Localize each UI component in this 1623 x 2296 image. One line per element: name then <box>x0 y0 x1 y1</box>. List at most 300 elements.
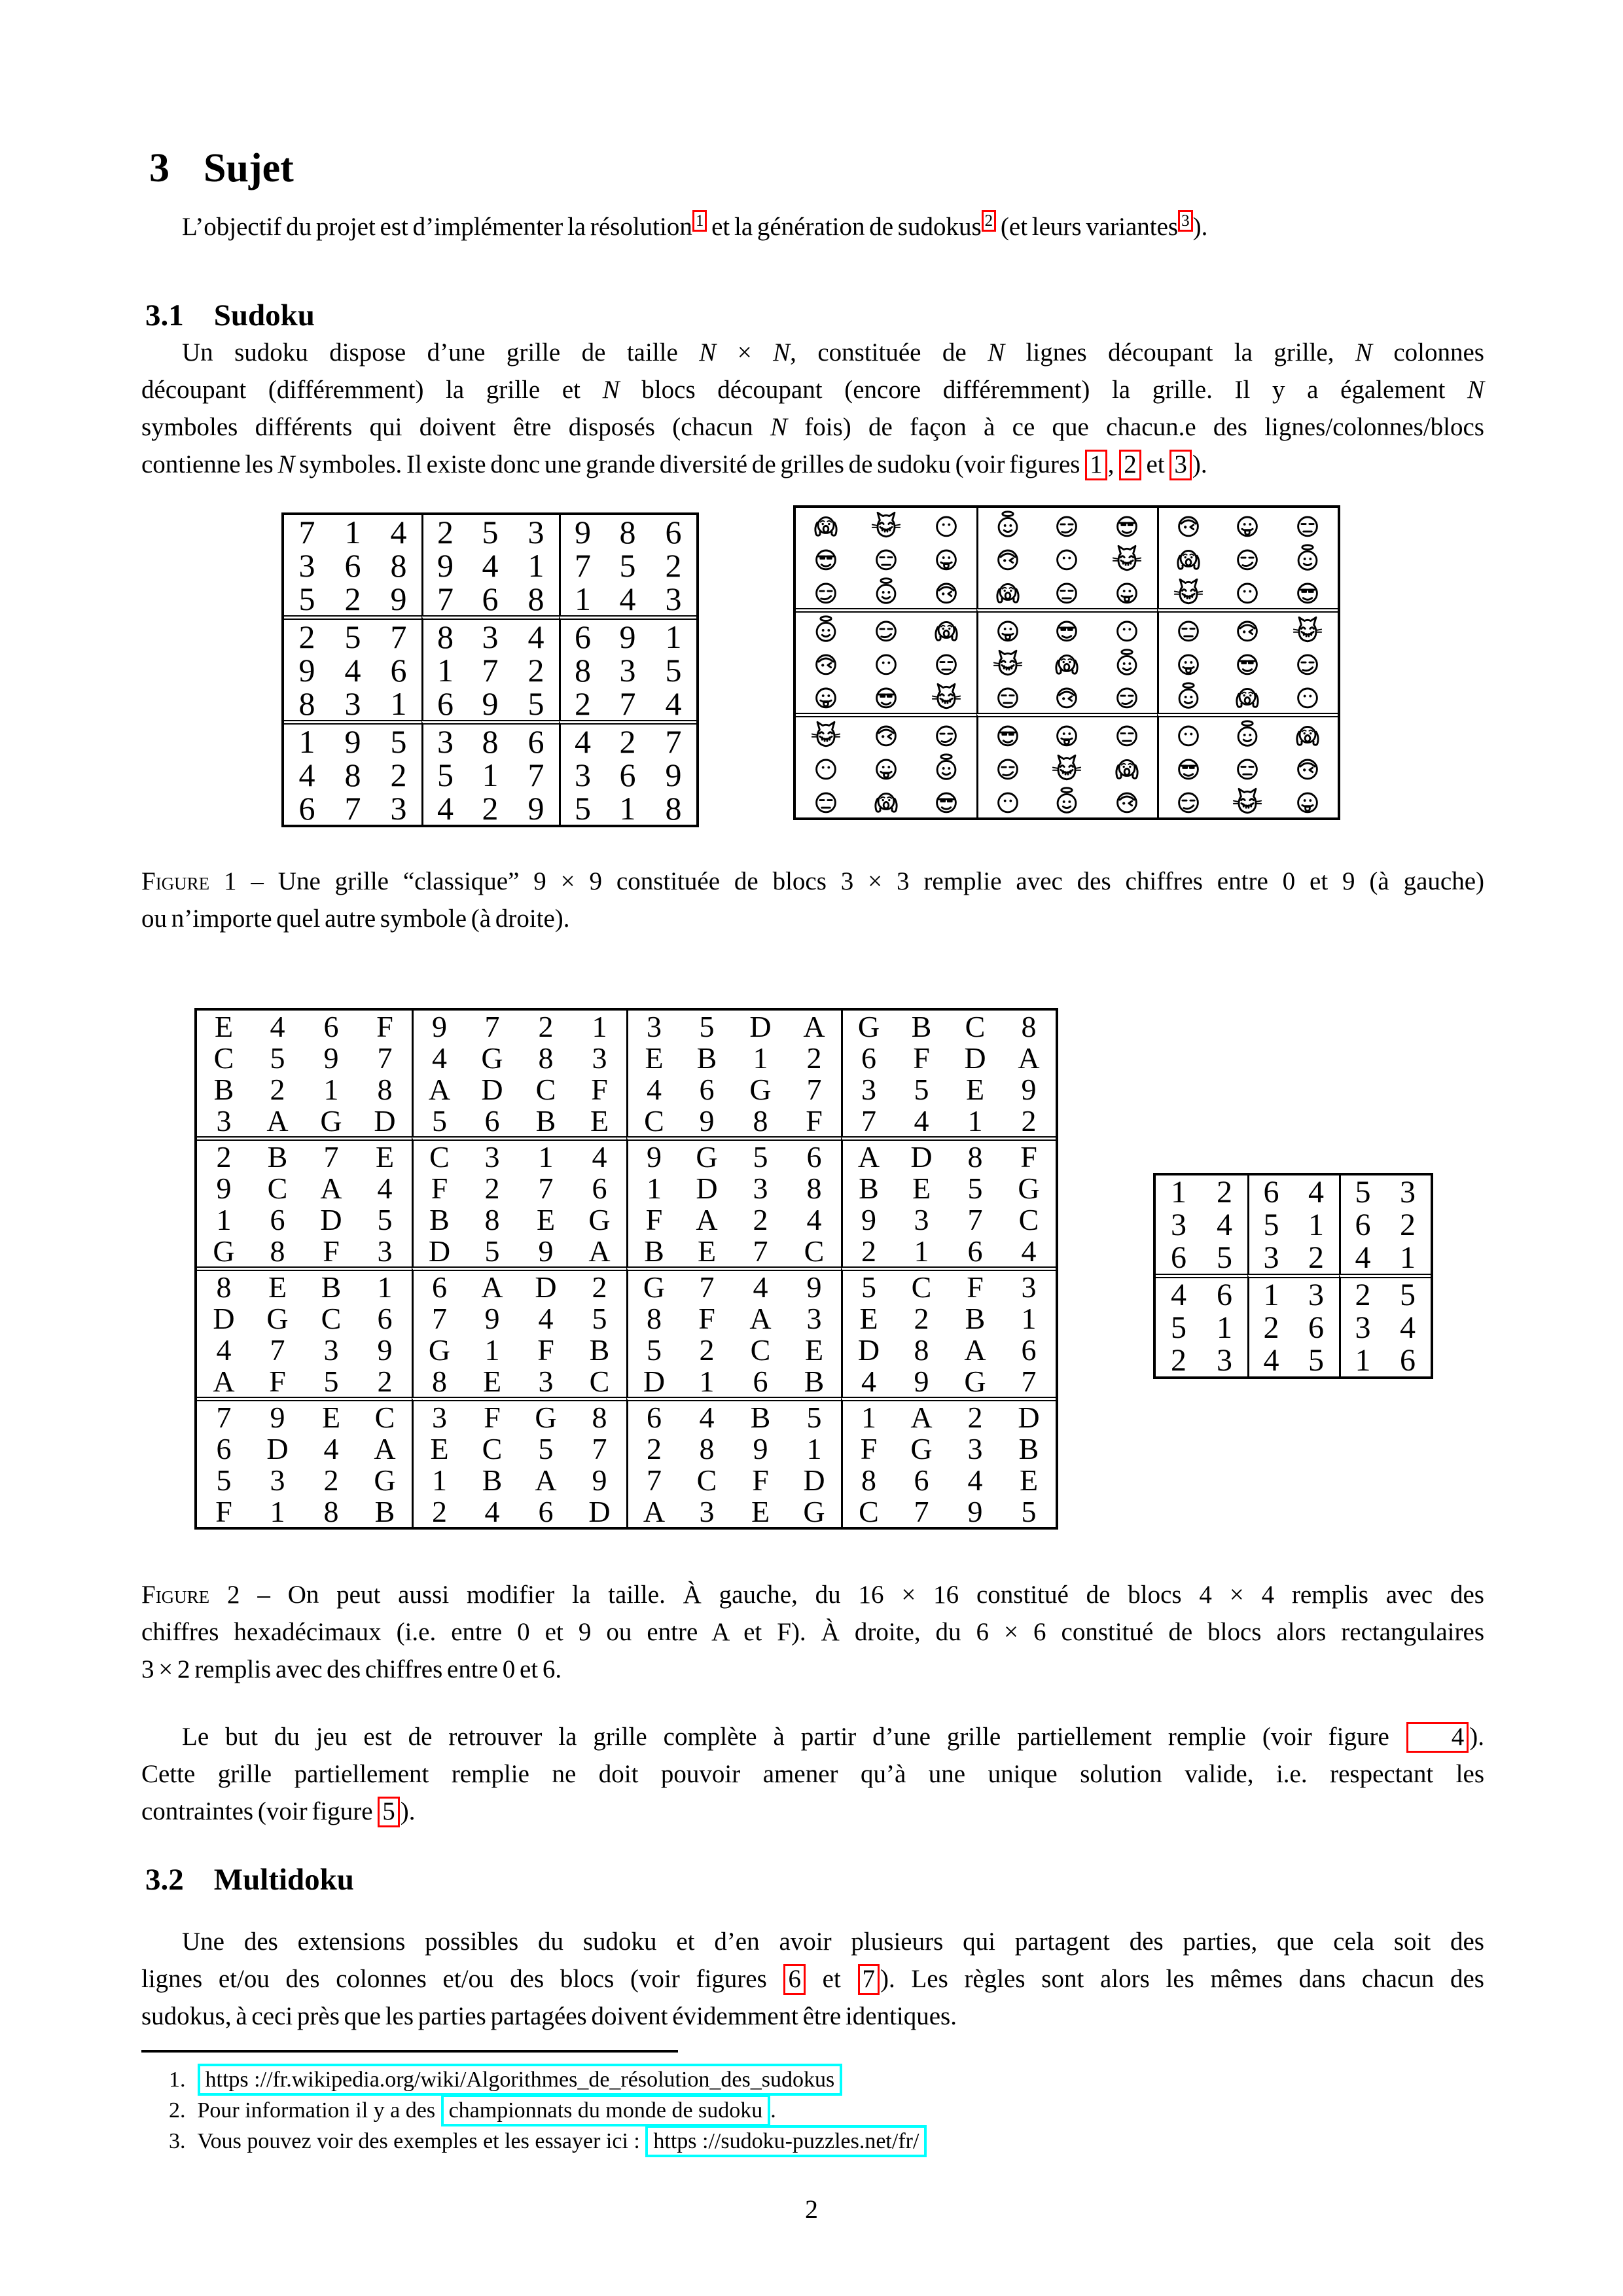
grid-cell: B <box>251 1136 304 1172</box>
face-with-tongue-icon <box>870 752 902 783</box>
grinning-cat-face-icon <box>1173 576 1204 607</box>
grid-cell: 1 <box>358 1266 412 1302</box>
grid-cell: 8 <box>665 789 682 827</box>
grid-cell: 2 <box>377 1364 393 1398</box>
figure-ref-link[interactable]: 6 <box>783 1964 806 1995</box>
grid-cell: G <box>680 1136 734 1172</box>
grid-cell: 3 <box>1293 1274 1339 1311</box>
grid-cell <box>796 608 856 646</box>
grid-cell: 2 <box>390 756 407 793</box>
grid-cell: 3 <box>465 1136 519 1172</box>
grid-cell: B <box>412 1204 465 1235</box>
grid-cell: 9 <box>538 1234 554 1268</box>
smirking-face-icon <box>810 576 842 607</box>
grid-cell: 3 <box>344 685 361 722</box>
grid-cell: 5 <box>421 758 467 791</box>
face-screaming-in-fear-icon <box>992 576 1024 607</box>
smiling-face-with-halo-icon <box>1173 681 1204 712</box>
math-symbol: N <box>277 450 295 478</box>
grid-cell: 4 <box>806 1202 822 1236</box>
grid-cell: 2 <box>527 651 544 689</box>
grid-cell: D <box>803 1463 825 1497</box>
grid-cell: E <box>1019 1463 1039 1497</box>
grid-cell: 5 <box>559 791 605 825</box>
grid-cell: 8 <box>298 685 315 722</box>
smiling-face-with-sunglasses-icon <box>1232 647 1263 679</box>
text-line: contraintes (voir figure 5 ). <box>141 1793 1484 1830</box>
face-with-tongue-icon <box>1173 647 1204 679</box>
grinning-cat-face-icon <box>1051 752 1082 783</box>
grid-cell: 5 <box>323 1364 339 1398</box>
grid-cell: 3 <box>467 615 513 653</box>
grid-cell: 4 <box>216 1333 232 1367</box>
grid-cell <box>1037 784 1097 817</box>
grid-cell: 7 <box>304 1136 358 1172</box>
grid-cell: 4 <box>377 1171 393 1205</box>
face-screaming-in-fear-icon <box>1292 719 1323 750</box>
grid-cell <box>976 541 1037 575</box>
grid-cell: G <box>910 1431 933 1465</box>
footnote-rule <box>141 2050 678 2053</box>
grid-cell <box>1157 575 1217 608</box>
grid-cell: 9 <box>626 1136 680 1172</box>
grid-cell <box>1037 608 1097 646</box>
grid-cell: 2 <box>1171 1342 1186 1378</box>
grid-cell: D <box>588 1494 611 1528</box>
grid-cell: 6 <box>538 1494 554 1528</box>
grid-cell: E <box>804 1333 824 1367</box>
grid-cell: E <box>841 1302 895 1334</box>
grid-cell: 7 <box>619 685 636 722</box>
section-title: Sujet <box>204 146 294 190</box>
grid-cell: 4 <box>1308 1174 1324 1210</box>
grid-cell: G <box>1018 1171 1040 1205</box>
grid-cell: 7 <box>376 615 421 653</box>
grid-cell: E <box>965 1072 985 1106</box>
text-line: ou n’importe quel autre symbole (à droite). <box>141 905 570 933</box>
grid-cell <box>1217 713 1277 751</box>
grid-cell <box>1277 575 1338 608</box>
grid-cell: 7 <box>421 582 467 615</box>
grid-cell: 1 <box>753 1041 768 1075</box>
grid-cell: 5 <box>484 1234 500 1268</box>
grid-cell: 6 <box>1171 1240 1186 1275</box>
grid-cell: B <box>374 1494 395 1528</box>
grid-cell: B <box>1018 1431 1039 1465</box>
grid-cell: 7 <box>592 1431 607 1465</box>
grid-cell <box>1097 575 1157 608</box>
grid-cell: 3 <box>806 1301 822 1335</box>
face-screaming-in-fear-icon <box>931 614 962 645</box>
face-screaming-in-fear-icon <box>810 509 842 541</box>
grid-cell: 5 <box>841 1266 895 1302</box>
figure-ref-link[interactable]: 7 <box>858 1964 880 1995</box>
grid-cell: 5 <box>1171 1310 1186 1345</box>
grid-cell: C <box>696 1463 717 1497</box>
grid-cell <box>1097 508 1157 541</box>
grid-cell <box>1097 541 1157 575</box>
grid-cell: 5 <box>619 547 636 584</box>
winking-face-icon <box>1111 785 1143 817</box>
grid-cell: C <box>535 1072 556 1106</box>
grid-cell: 4 <box>421 791 467 825</box>
grid-cell <box>1277 784 1338 817</box>
grid-cell: 3 <box>216 1103 232 1138</box>
grid-cell: 2 <box>559 687 605 720</box>
grid-cell <box>916 784 976 817</box>
grid-cell: G <box>266 1301 289 1335</box>
grinning-cat-face-icon <box>1292 614 1323 645</box>
grid-cell <box>796 541 856 575</box>
grid-cell <box>976 751 1037 784</box>
grid-cell: F <box>215 1494 232 1528</box>
grid-cell: A <box>696 1202 718 1236</box>
grid-cell: 9 <box>484 1301 500 1335</box>
smirking-face-icon <box>1173 785 1204 817</box>
grid-cell: 6 <box>967 1234 983 1268</box>
grid-cell: 8 <box>753 1103 768 1138</box>
grid-cell: 2 <box>665 547 682 584</box>
grid-cell: A <box>749 1301 772 1335</box>
grid-cell: D <box>374 1103 396 1138</box>
paragraph-multidoku-description <box>141 1923 1484 2035</box>
grid-cell: 4 <box>1400 1310 1416 1345</box>
grid-cell: F <box>412 1172 465 1204</box>
subsection-heading-sudoku <box>145 298 315 333</box>
grid-cell: 8 <box>699 1431 715 1465</box>
grid-cell: 5 <box>538 1431 554 1465</box>
grid-cell: E <box>358 1136 412 1172</box>
grid-cell: G <box>481 1041 503 1075</box>
grid-cell: 3 <box>1339 1311 1385 1344</box>
grid-cell <box>1097 608 1157 646</box>
grid-cell: 5 <box>914 1072 929 1106</box>
grid-cell <box>1157 646 1217 679</box>
grid-cell: D <box>749 1009 772 1043</box>
grid-cell: 2 <box>573 1266 626 1302</box>
grid-cell: 2 <box>699 1333 715 1367</box>
grid-cell: 4 <box>270 1009 285 1043</box>
grid-cell <box>916 608 976 646</box>
grid-cell <box>1217 646 1277 679</box>
grid-cell: 2 <box>1308 1240 1324 1275</box>
figure1-caption <box>141 863 1484 937</box>
grid-cell: 4 <box>841 1365 895 1397</box>
grid-cell: 2 <box>344 580 361 617</box>
grid-cell: 5 <box>1308 1342 1324 1378</box>
figure-ref-link[interactable]: 2 <box>1119 450 1141 480</box>
grid-cell: F <box>806 1103 823 1138</box>
grid-cell: 1 <box>390 685 407 722</box>
face-screaming-in-fear-icon <box>1111 752 1143 783</box>
grid-cell <box>1157 679 1217 713</box>
grid-cell: 5 <box>1021 1494 1037 1528</box>
grid-cell: D <box>964 1041 986 1075</box>
face-screaming-in-fear-icon <box>1173 543 1204 574</box>
grid-cell: C <box>750 1333 771 1367</box>
grid-cell: F <box>1002 1136 1056 1172</box>
grid-cell: 7 <box>914 1494 929 1528</box>
grid-cell <box>1277 646 1338 679</box>
grid-cell: C <box>1018 1202 1039 1236</box>
grid-cell: 7 <box>412 1302 465 1334</box>
section-number: 3 <box>149 146 169 190</box>
grid-cell <box>1217 679 1277 713</box>
external-link[interactable]: championnats du monde de sudoku <box>441 2094 771 2126</box>
grid-cell: 4 <box>538 1301 554 1335</box>
grid-cell: 1 <box>323 1072 339 1106</box>
grid-cell: 8 <box>626 1302 680 1334</box>
expressionless-face-icon <box>931 647 962 679</box>
sudoku-grid-16x16-hex <box>194 1008 1058 1530</box>
grid-cell: 8 <box>527 580 544 617</box>
grid-cell <box>976 713 1037 751</box>
grid-cell: 1 <box>421 653 467 687</box>
page-number: 2 <box>805 2195 818 2224</box>
grid-cell: 5 <box>699 1009 715 1043</box>
math-symbol: N <box>988 338 1005 367</box>
grid-cell: 6 <box>1308 1310 1324 1345</box>
grid-cell: A <box>465 1266 519 1302</box>
grid-cell: 9 <box>377 1333 393 1367</box>
text-line: Figure 2 – On peut aussi modifier la taille. À gauche, du 16 × 16 constitué de blocs 4 × 4 remplis avec des <box>141 1581 1484 1609</box>
grid-cell: 3 <box>559 758 605 791</box>
grid-cell: 2 <box>1217 1174 1232 1210</box>
grid-cell: E <box>626 1042 680 1073</box>
face-without-mouth-icon <box>810 752 842 783</box>
grid-cell: 9 <box>1021 1072 1037 1106</box>
grid-cell: G <box>964 1364 986 1398</box>
grid-cell: 8 <box>197 1266 251 1302</box>
grid-cell: A <box>535 1463 557 1497</box>
grid-cell <box>976 679 1037 713</box>
grid-cell: 2 <box>1339 1274 1385 1311</box>
text-line: lignes et/ou des colonnes et/ou des blocs (voir figures 6 et 7 ). Les règles sont alors les mêmes dans chacun des <box>141 1960 1484 1998</box>
grid-cell: 2 <box>270 1072 285 1106</box>
grid-cell <box>916 575 976 608</box>
grid-cell: A <box>964 1333 986 1367</box>
math-symbol: N <box>1467 376 1484 404</box>
grid-cell: 3 <box>1400 1174 1416 1210</box>
grid-cell: B <box>804 1364 825 1398</box>
smirking-face-icon <box>1232 543 1263 574</box>
grid-cell: 7 <box>806 1072 822 1106</box>
grid-cell: 8 <box>390 547 407 584</box>
grid-cell: 5 <box>270 1041 285 1075</box>
grid-cell: D <box>266 1431 289 1465</box>
grid-cell: 6 <box>1202 1274 1247 1311</box>
subsection-number: 3.2 <box>145 1863 184 1897</box>
external-link[interactable]: https ://fr.wikipedia.org/wiki/Algorithmes_de_résolution_des_sudokus <box>198 2064 843 2096</box>
grid-cell: E <box>536 1202 556 1236</box>
grid-cell: D <box>320 1202 342 1236</box>
grid-cell <box>916 713 976 751</box>
grid-cell: F <box>465 1397 519 1433</box>
face-without-mouth-icon <box>992 785 1024 817</box>
smiling-face-with-halo-icon <box>992 509 1024 541</box>
smiling-face-with-sunglasses-icon <box>1292 576 1323 607</box>
footnote-ref-link[interactable]: 3 <box>1178 210 1193 232</box>
grid-cell: 9 <box>665 756 682 793</box>
grid-cell: C <box>626 1105 680 1136</box>
grid-cell: 5 <box>377 1202 393 1236</box>
grid-cell: 9 <box>412 1011 465 1042</box>
grid-cell: 8 <box>377 1072 393 1106</box>
text-line: chiffres hexadécimaux (i.e. entre 0 et 9 ou entre A et F). À droite, du 6 × 6 constitué de blocs alors rectangulaires <box>141 1618 1484 1646</box>
sudoku-grid-9x9-emoji <box>793 505 1340 820</box>
grid-cell: 7 <box>651 720 696 758</box>
grid-cell <box>1217 751 1277 784</box>
grid-cell: D <box>841 1334 895 1365</box>
grid-cell: G <box>412 1334 465 1365</box>
grid-cell: A <box>213 1364 235 1398</box>
grid-cell: 3 <box>1002 1266 1056 1302</box>
grid-cell <box>976 508 1037 541</box>
grid-cell: C <box>358 1397 412 1433</box>
grid-cell: 9 <box>753 1431 768 1465</box>
winking-face-icon <box>1051 681 1082 712</box>
grid-cell: 7 <box>344 789 361 827</box>
grid-cell <box>1157 784 1217 817</box>
grid-cell: 8 <box>467 720 513 758</box>
grid-cell: 2 <box>412 1496 465 1527</box>
winking-face-icon <box>810 647 842 679</box>
smirking-face-icon <box>931 719 962 750</box>
grid-cell <box>916 541 976 575</box>
grid-cell: 2 <box>753 1202 768 1236</box>
grid-cell <box>1157 508 1217 541</box>
grid-cell: 6 <box>323 1009 339 1043</box>
caption-label: Figure <box>141 1581 210 1609</box>
grid-cell: D <box>519 1266 573 1302</box>
grid-cell: B <box>213 1072 234 1106</box>
grid-cell <box>1217 508 1277 541</box>
grid-cell: E <box>214 1009 234 1043</box>
grid-cell: 9 <box>298 651 315 689</box>
grid-cell: 2 <box>1021 1103 1037 1138</box>
grid-cell: C <box>589 1364 610 1398</box>
face-screaming-in-fear-icon <box>870 785 902 817</box>
grid-cell: 8 <box>538 1041 554 1075</box>
grid-cell: 2 <box>1247 1311 1293 1344</box>
figure-ref-link[interactable]: 4 <box>1406 1722 1469 1753</box>
grid-cell: 1 <box>527 547 544 584</box>
grid-cell: E <box>912 1171 931 1205</box>
grid-cell: 2 <box>806 1041 822 1075</box>
footnote-ref-link[interactable]: 1 <box>692 210 707 232</box>
smirking-face-icon <box>1292 647 1323 679</box>
grid-cell: 9 <box>421 548 467 582</box>
external-link[interactable]: https ://sudoku-puzzles.net/fr/ <box>645 2125 927 2157</box>
figure-ref-link[interactable]: 3 <box>1169 450 1192 480</box>
face-with-tongue-icon <box>1111 576 1143 607</box>
grid-cell: G <box>519 1397 573 1433</box>
grid-cell: 6 <box>270 1202 285 1236</box>
grid-cell: C <box>804 1234 825 1268</box>
grid-cell: 7 <box>377 1041 393 1075</box>
grid-cell: 9 <box>605 615 651 653</box>
grid-cell <box>856 713 916 751</box>
grid-cell <box>856 751 916 784</box>
grid-cell: 4 <box>619 580 636 617</box>
math-symbol: N <box>699 338 717 367</box>
grid-cell: 1 <box>482 756 499 793</box>
grid-cell: 3 <box>914 1202 929 1236</box>
grid-cell: 9 <box>914 1364 929 1398</box>
grid-cell: G <box>213 1234 235 1268</box>
grid-cell: 1 <box>1021 1301 1037 1335</box>
face-without-mouth-icon <box>1292 681 1323 712</box>
face-screaming-in-fear-icon <box>1051 647 1082 679</box>
grid-cell: 6 <box>699 1072 715 1106</box>
grid-cell: 2 <box>482 789 499 827</box>
grid-cell: 1 <box>914 1234 929 1268</box>
grid-cell: 4 <box>914 1103 929 1138</box>
footnote-ref-link[interactable]: 2 <box>982 210 997 232</box>
grid-cell: 1 <box>619 789 636 827</box>
grid-cell: 1 <box>841 1397 895 1433</box>
figure-ref-link[interactable]: 1 <box>1085 450 1107 480</box>
grid-cell: D <box>1002 1397 1056 1433</box>
grid-cell: A <box>1018 1041 1040 1075</box>
face-with-tongue-icon <box>931 543 962 574</box>
grid-cell: 5 <box>1385 1274 1431 1311</box>
grid-cell <box>796 679 856 713</box>
figure-ref-link[interactable]: 5 <box>378 1797 400 1827</box>
face-without-mouth-icon <box>870 647 902 679</box>
grid-cell: 5 <box>527 685 544 722</box>
grid-cell <box>796 784 856 817</box>
grid-cell: 1 <box>699 1364 715 1398</box>
winking-face-icon <box>1173 509 1204 541</box>
smirking-face-icon <box>1051 509 1082 541</box>
grid-cell: 2 <box>948 1397 1002 1433</box>
grid-cell: C <box>321 1301 342 1335</box>
grid-cell <box>856 575 916 608</box>
grid-cell <box>796 508 856 541</box>
face-with-tongue-icon <box>1292 785 1323 817</box>
expressionless-face-icon <box>992 681 1024 712</box>
text-line: Le but du jeu est de retrouver la grille complète à partir d’une grille partiellement remplie (voir figure 4 ). <box>141 1718 1484 1755</box>
grid-cell: E <box>304 1397 358 1433</box>
grid-cell: F <box>913 1041 930 1075</box>
grid-cell: 8 <box>806 1171 822 1205</box>
grid-cell: 6 <box>1247 1175 1293 1208</box>
grid-cell: F <box>948 1266 1002 1302</box>
grid-cell: 8 <box>484 1202 500 1236</box>
grid-cell <box>796 751 856 784</box>
grid-cell: 3 <box>421 720 467 758</box>
grid-cell: 1 <box>806 1431 822 1465</box>
text-line: Figure 1 – Une grille “classique” 9 × 9 constituée de blocs 3 × 3 remplie avec des chiffres entre 0 et 9 (à gauche) <box>141 867 1484 895</box>
grid-cell: 9 <box>390 580 407 617</box>
grid-cell: 5 <box>216 1463 232 1497</box>
grid-cell: 2 <box>841 1235 895 1266</box>
grid-cell: 1 <box>1247 1274 1293 1311</box>
expressionless-face-icon <box>1051 576 1082 607</box>
face-without-mouth-icon <box>1173 719 1204 750</box>
grid-cell <box>1217 575 1277 608</box>
math-symbol: N <box>1355 338 1372 367</box>
grid-cell: 3 <box>699 1494 715 1528</box>
grid-cell: 1 <box>967 1103 983 1138</box>
grid-cell: 6 <box>421 687 467 720</box>
smiling-face-with-halo-icon <box>1051 785 1082 817</box>
grid-cell: 7 <box>484 1009 500 1043</box>
grid-cell: C <box>412 1136 465 1172</box>
grinning-cat-face-icon <box>931 681 962 712</box>
grid-cell: 6 <box>412 1266 465 1302</box>
